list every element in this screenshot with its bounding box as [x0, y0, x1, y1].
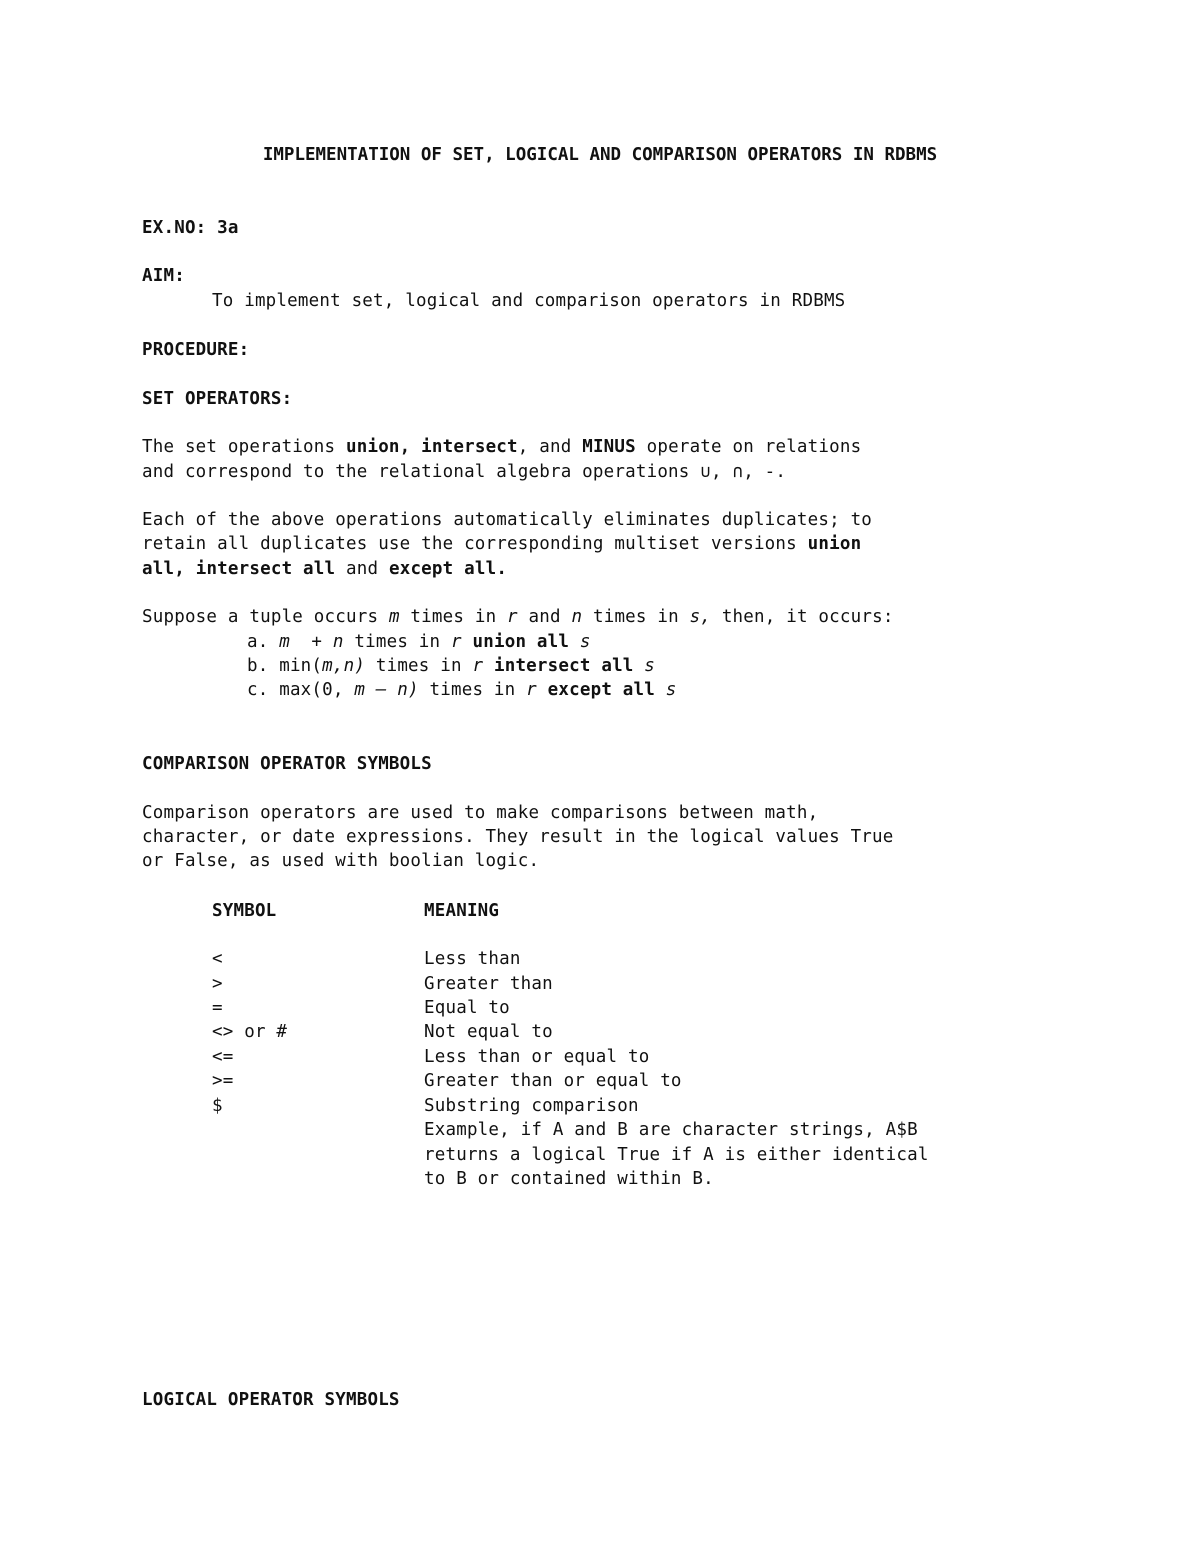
comparison-heading: COMPARISON OPERATOR SYMBOLS [142, 754, 432, 774]
table-row-symbol: <= [212, 1047, 234, 1067]
page-title: IMPLEMENTATION OF SET, LOGICAL AND COMPARISON OPERATORS IN RDBMS [262, 145, 938, 165]
example-line1: Example, if A and B are character strings, A$B [424, 1120, 918, 1140]
comparison-para-line3: or False, as used with boolian logic. [142, 851, 540, 871]
set-para3: Suppose a tuple occurs m times in r and n times in s, then, it occurs: [142, 607, 894, 627]
example-line3: to B or contained within B. [424, 1169, 714, 1189]
set-para1-line1: The set operations union, intersect, and MINUS operate on relations [142, 437, 862, 457]
table-row-symbol: >= [212, 1071, 234, 1091]
aim-label: AIM: [142, 266, 185, 286]
table-row-symbol: $ [212, 1096, 223, 1116]
table-row-symbol: > [212, 974, 223, 994]
set-para1-line2: and correspond to the relational algebra operations ∪, ∩, -. [142, 462, 787, 482]
comparison-para-line2: character, or date expressions. They result in the logical values True [142, 827, 894, 847]
example-line2: returns a logical True if A is either identical [424, 1145, 929, 1165]
list-item-a: a. m + n times in r union all s [247, 632, 591, 652]
table-row-meaning: Less than or equal to [424, 1047, 650, 1067]
table-row-symbol: < [212, 949, 223, 969]
column-header-meaning: MEANING [424, 901, 500, 921]
aim-text: To implement set, logical and comparison operators in RDBMS [212, 291, 846, 311]
comparison-para-line1: Comparison operators are used to make comparisons between math, [142, 803, 819, 823]
table-row-meaning: Equal to [424, 998, 510, 1018]
table-row-meaning: Substring comparison [424, 1096, 639, 1116]
table-row-meaning: Less than [424, 949, 521, 969]
set-para2-line2: retain all duplicates use the corresponding multiset versions union [142, 534, 862, 554]
table-row-meaning: Greater than [424, 974, 553, 994]
list-item-b: b. min(m,n) times in r intersect all s [247, 656, 656, 676]
set-operators-heading: SET OPERATORS: [142, 389, 293, 409]
list-item-c: c. max(0, m – n) times in r except all s [247, 680, 677, 700]
logical-operators-heading: LOGICAL OPERATOR SYMBOLS [142, 1390, 400, 1410]
table-row-meaning: Greater than or equal to [424, 1071, 682, 1091]
procedure-label: PROCEDURE: [142, 340, 250, 360]
set-para2-line3: all, intersect all and except all. [142, 559, 508, 579]
set-para2-line1: Each of the above operations automatically eliminates duplicates; to [142, 510, 873, 530]
table-row-symbol: = [212, 998, 223, 1018]
table-row-meaning: Not equal to [424, 1022, 553, 1042]
table-row-symbol: <> or # [212, 1022, 288, 1042]
column-header-symbol: SYMBOL [212, 901, 277, 921]
exercise-number: EX.NO: 3a [142, 218, 239, 238]
